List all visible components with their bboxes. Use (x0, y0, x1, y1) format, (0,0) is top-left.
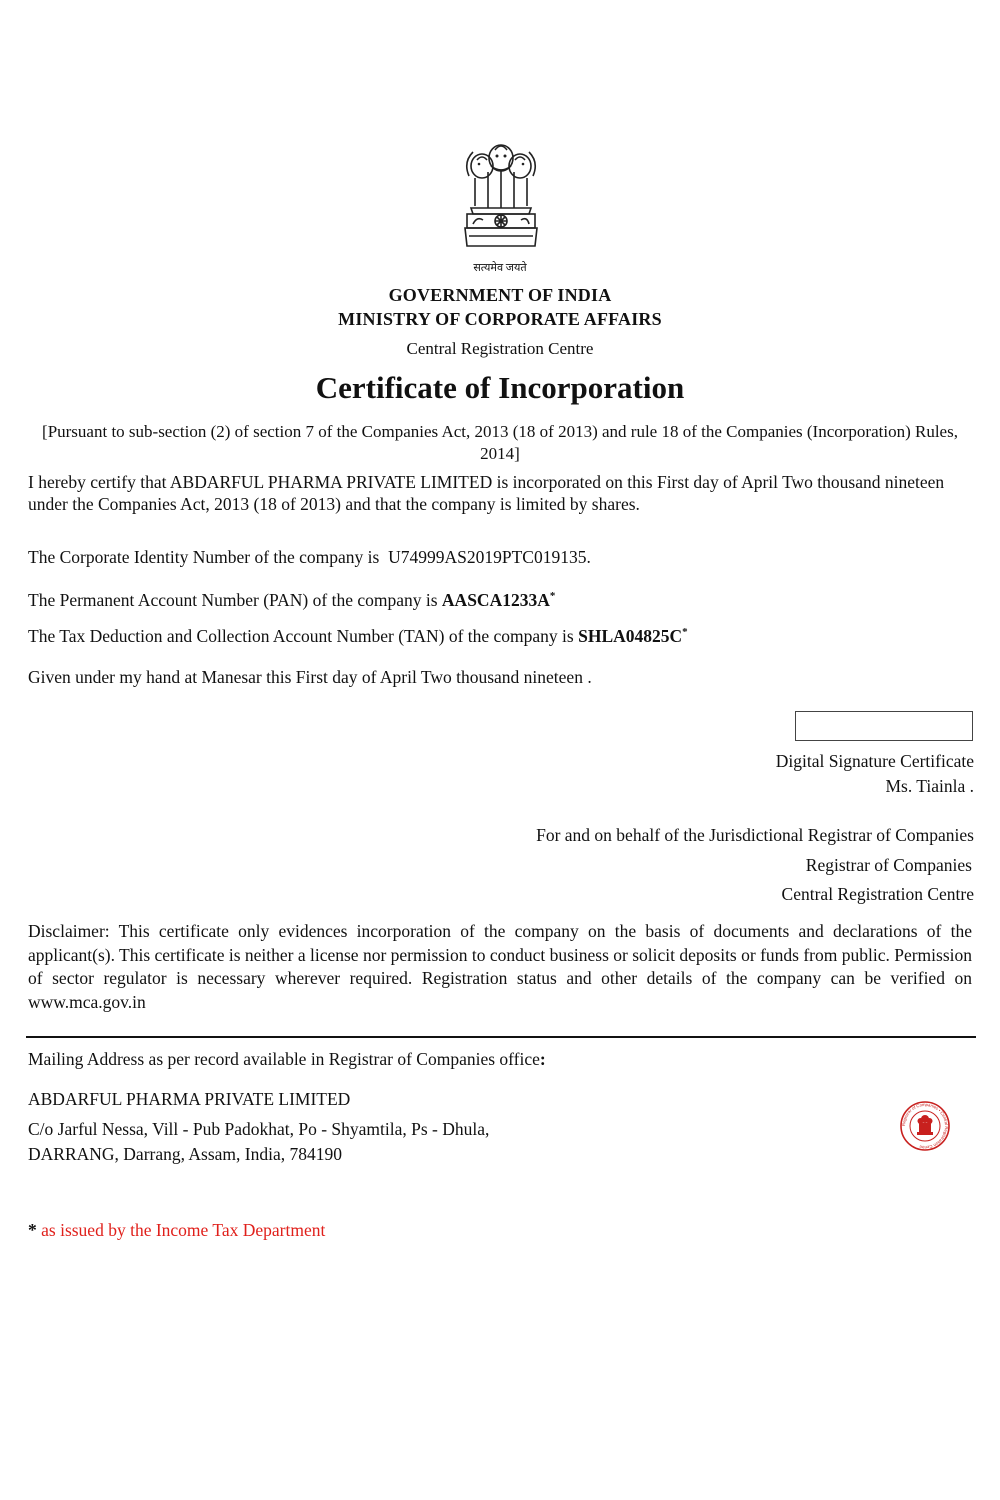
address-company-name: ABDARFUL PHARMA PRIVATE LIMITED (28, 1089, 351, 1109)
pan-value: AASCA1233A (441, 590, 550, 610)
mailing-address-heading (28, 1049, 546, 1070)
registrar-seal-icon (896, 1100, 954, 1152)
government-heading: GOVERNMENT OF INDIA (388, 285, 612, 305)
ministry-heading: MINISTRY OF CORPORATE AFFAIRS (338, 309, 662, 329)
tan-asterisk: * (682, 626, 688, 639)
digital-signature-label: Digital Signature Certificate (775, 751, 974, 771)
certificate-title: Certificate of Incorporation (315, 370, 685, 405)
mailing-heading-text: Mailing Address as per record available in Registrar of Companies office (28, 1049, 540, 1069)
registrar-title: Registrar of Companies (805, 855, 972, 875)
address-line-1: C/o Jarful Nessa, Vill - Pub Padokhat, Po - Shyamtila, Ps - Dhula, (28, 1119, 490, 1139)
pan-label: The Permanent Account Number (PAN) of the company is (28, 590, 438, 610)
pan-line (28, 590, 555, 611)
section-divider (26, 1036, 976, 1038)
certification-statement: I hereby certify that ABDARFUL PHARMA PRIVATE LIMITED is incorporated on this First day of April Two thousand nineteen under the Companies Act, 2013 (18 of 2013) and that the company is limited by shares. (28, 472, 945, 514)
footnote-text: as issued by the Income Tax Department (41, 1220, 326, 1240)
registration-centre-heading: Central Registration Centre (406, 339, 594, 358)
income-tax-footnote (28, 1220, 325, 1241)
tan-label: The Tax Deduction and Collection Account Number (TAN) of the company is (28, 626, 574, 646)
digital-signature-box[interactable] (795, 711, 973, 741)
ashoka-lion-emblem-icon (455, 136, 547, 260)
pursuant-clause: [Pursuant to sub-section (2) of section 7 of the Companies Act, 2013 (18 of 2013) and rule 18 of the Companies (Incorporation) Rules, 2014] (42, 422, 958, 463)
mailing-heading-colon: : (539, 1049, 546, 1069)
signer-name: Ms. Tiainla . (885, 776, 974, 796)
seal-ring-text: Registrar of Companies • Central Registration Centre (900, 1101, 950, 1151)
pan-asterisk: * (549, 590, 556, 603)
registrar-centre: Central Registration Centre (781, 884, 974, 904)
footnote-asterisk: * (28, 1220, 37, 1240)
cin-value: U74999AS2019PTC019135. (388, 547, 591, 567)
disclaimer-text: Disclaimer: This certificate only evidences incorporation of the company on the basis of documents and declarations of the applicant(s). This certificate is neither a license nor permission to conduct business or solicit deposits or funds from public. Permission of sector regulator is necessary wherever required. Registration status and other details of the company can be verified on www.mca.gov.in (28, 921, 973, 1012)
cin-line (28, 547, 591, 568)
tan-value: SHLA04825C (578, 626, 683, 646)
given-statement: Given under my hand at Manesar this First day of April Two thousand nineteen . (28, 667, 592, 687)
cin-label: The Corporate Identity Number of the company is (28, 547, 380, 567)
tan-line (28, 626, 688, 647)
address-line-2: DARRANG, Darrang, Assam, India, 784190 (28, 1144, 342, 1164)
behalf-line: For and on behalf of the Jurisdictional Registrar of Companies (536, 825, 974, 845)
emblem-motto: सत्यमेव जयते (473, 262, 527, 274)
